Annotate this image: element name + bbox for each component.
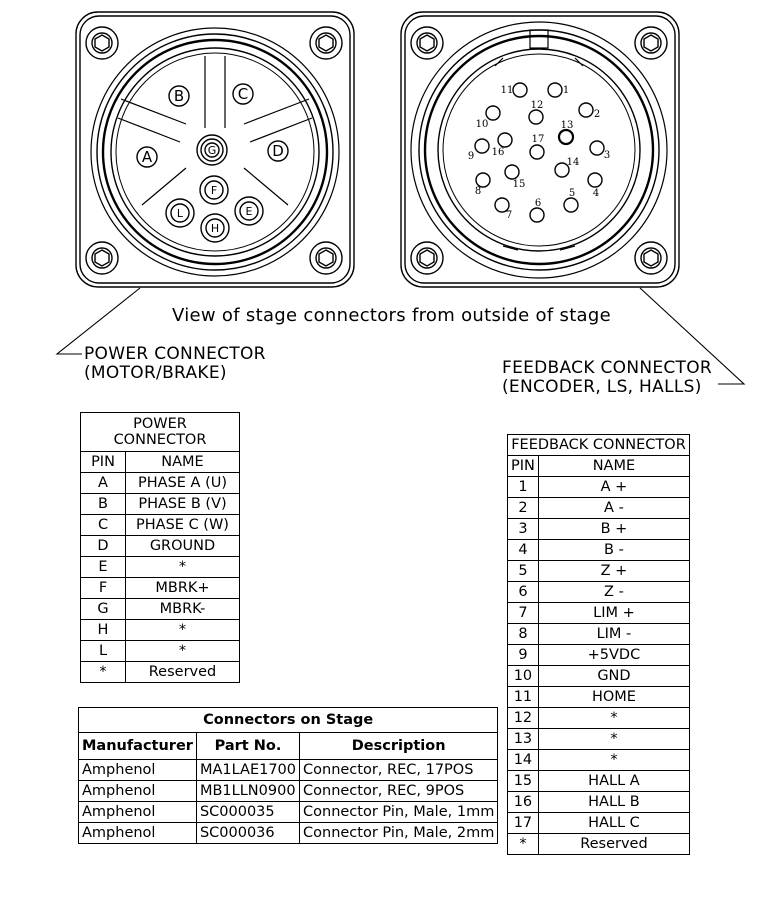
pin-cell: 12 <box>508 708 539 729</box>
name-cell: * <box>538 750 689 771</box>
feedback-pin-label: 12 <box>530 100 544 111</box>
manufacturer-cell: Amphenol <box>79 781 197 802</box>
pin-cell: 9 <box>508 645 539 666</box>
name-cell: +5VDC <box>538 645 689 666</box>
pin-cell: 3 <box>508 519 539 540</box>
feedback-connector-table <box>507 434 690 855</box>
name-cell: * <box>126 641 240 662</box>
power-callout-line2: (MOTOR/BRAKE) <box>84 363 227 383</box>
feedback-pin-label: 11 <box>500 85 514 96</box>
pin-cell: 17 <box>508 813 539 834</box>
name-cell: Reserved <box>538 834 689 855</box>
name-cell: A + <box>538 477 689 498</box>
name-cell: HALL C <box>538 813 689 834</box>
table-row <box>508 582 690 603</box>
feedback-pin-label: 7 <box>505 210 513 221</box>
feedback-connector-body <box>401 12 679 287</box>
table-row <box>81 620 240 641</box>
pin-cell: 8 <box>508 624 539 645</box>
manufacturer-cell: Amphenol <box>79 760 197 781</box>
name-cell: * <box>538 708 689 729</box>
feedback-pin-label: 9 <box>467 151 475 162</box>
table-row <box>81 578 240 599</box>
table-row <box>81 662 240 683</box>
pin-cell: 4 <box>508 540 539 561</box>
table-row <box>508 834 690 855</box>
feedback-pin-label: 6 <box>534 198 542 209</box>
power-table-header-pin: PIN <box>81 452 126 473</box>
name-cell: MBRK+ <box>126 578 240 599</box>
power-pin-label: E <box>245 205 253 218</box>
name-cell: HOME <box>538 687 689 708</box>
table-row <box>81 641 240 662</box>
pin-cell: 2 <box>508 498 539 519</box>
pin-cell: F <box>81 578 126 599</box>
table-row <box>508 624 690 645</box>
feedback-pin-label: 4 <box>592 188 600 199</box>
name-cell: GND <box>538 666 689 687</box>
pin-cell: 15 <box>508 771 539 792</box>
feedback-table-title: FEEDBACK CONNECTOR <box>508 435 690 456</box>
name-cell: HALL B <box>538 792 689 813</box>
figure-caption: View of stage connectors from outside of stage <box>172 305 611 326</box>
name-cell: PHASE C (W) <box>126 515 240 536</box>
table-row <box>508 666 690 687</box>
description-cell: Connector Pin, Male, 2mm <box>300 823 498 844</box>
table-row <box>508 708 690 729</box>
part-no-cell: MB1LLN0900 <box>196 781 299 802</box>
table-row <box>508 750 690 771</box>
pin-cell: * <box>81 662 126 683</box>
pin-cell: 10 <box>508 666 539 687</box>
name-cell: PHASE A (U) <box>126 473 240 494</box>
feedback-pin-label: 14 <box>566 157 580 168</box>
description-cell: Connector, REC, 17POS <box>300 760 498 781</box>
part-no-cell: SC000035 <box>196 802 299 823</box>
pin-cell: 13 <box>508 729 539 750</box>
pin-cell: E <box>81 557 126 578</box>
pin-cell: D <box>81 536 126 557</box>
power-pin-label: D <box>272 142 284 160</box>
pin-cell: A <box>81 473 126 494</box>
power-pin-label: G <box>207 144 217 157</box>
pin-cell: H <box>81 620 126 641</box>
power-table-title-line1: POWER <box>133 416 187 432</box>
name-cell: MBRK- <box>126 599 240 620</box>
feedback-table-header-name: NAME <box>538 456 689 477</box>
feedback-pin-label: 16 <box>491 147 505 158</box>
stage-table-header-description: Description <box>300 733 498 760</box>
feedback-table-header-pin: PIN <box>508 456 539 477</box>
power-pin-label: B <box>173 87 185 105</box>
pin-cell: 6 <box>508 582 539 603</box>
table-row <box>508 729 690 750</box>
feedback-pin-label: 1 <box>562 85 570 96</box>
pin-cell: C <box>81 515 126 536</box>
table-row <box>79 781 498 802</box>
description-cell: Connector, REC, 9POS <box>300 781 498 802</box>
table-row <box>508 519 690 540</box>
power-pin-label: H <box>210 222 220 235</box>
feedback-pin-label: 10 <box>475 119 489 130</box>
power-pin-label: A <box>141 148 153 166</box>
power-table-title <box>81 413 240 452</box>
name-cell: PHASE B (V) <box>126 494 240 515</box>
table-row <box>508 603 690 624</box>
feedback-pin-label: 3 <box>603 150 611 161</box>
feedback-pin-label: 5 <box>568 188 576 199</box>
feedback-pin-label: 8 <box>474 186 482 197</box>
table-row <box>81 557 240 578</box>
feedback-callout-line1: FEEDBACK CONNECTOR <box>502 358 713 378</box>
name-cell: GROUND <box>126 536 240 557</box>
manufacturer-cell: Amphenol <box>79 823 197 844</box>
table-row <box>508 477 690 498</box>
name-cell: * <box>538 729 689 750</box>
name-cell: B - <box>538 540 689 561</box>
table-row <box>79 760 498 781</box>
pin-cell: 1 <box>508 477 539 498</box>
connectors-on-stage-table <box>78 707 498 844</box>
pin-cell: * <box>508 834 539 855</box>
table-row <box>81 494 240 515</box>
name-cell: LIM - <box>538 624 689 645</box>
table-row <box>508 498 690 519</box>
feedback-callout-line2: (ENCODER, LS, HALLS) <box>502 377 702 397</box>
name-cell: HALL A <box>538 771 689 792</box>
pin-cell: 14 <box>508 750 539 771</box>
power-pin-label: L <box>176 207 184 220</box>
table-row <box>508 645 690 666</box>
power-callout-line1: POWER CONNECTOR <box>84 344 266 364</box>
part-no-cell: MA1LAE1700 <box>196 760 299 781</box>
table-row <box>79 823 498 844</box>
name-cell: LIM + <box>538 603 689 624</box>
table-row <box>81 473 240 494</box>
power-pin-label: F <box>210 184 218 197</box>
stage-table-title: Connectors on Stage <box>79 708 498 733</box>
name-cell: B + <box>538 519 689 540</box>
power-table-header-name: NAME <box>126 452 240 473</box>
feedback-pin-label: 13 <box>560 120 574 131</box>
table-row <box>508 540 690 561</box>
power-connector-callout <box>84 345 266 383</box>
pin-cell: 7 <box>508 603 539 624</box>
power-pin-label: C <box>237 85 249 103</box>
name-cell: * <box>126 620 240 641</box>
power-pins <box>137 84 288 242</box>
name-cell: A - <box>538 498 689 519</box>
pin-cell: 16 <box>508 792 539 813</box>
name-cell: Reserved <box>126 662 240 683</box>
feedback-pin-label: 15 <box>512 179 526 190</box>
manufacturer-cell: Amphenol <box>79 802 197 823</box>
stage-table-header-part-no: Part No. <box>196 733 299 760</box>
feedback-connector-callout <box>502 359 712 397</box>
table-row <box>81 536 240 557</box>
name-cell: Z - <box>538 582 689 603</box>
pin-cell: 5 <box>508 561 539 582</box>
pin-cell: 11 <box>508 687 539 708</box>
table-row <box>508 813 690 834</box>
table-row <box>81 515 240 536</box>
stage-table-header-manufacturer: Manufacturer <box>79 733 197 760</box>
feedback-mount-screws <box>411 27 667 274</box>
table-row <box>81 599 240 620</box>
part-no-cell: SC000036 <box>196 823 299 844</box>
name-cell: Z + <box>538 561 689 582</box>
feedback-pin-label: 17 <box>531 134 545 145</box>
description-cell: Connector Pin, Male, 1mm <box>300 802 498 823</box>
table-row <box>508 561 690 582</box>
table-row <box>79 802 498 823</box>
pin-cell: L <box>81 641 126 662</box>
table-row <box>508 687 690 708</box>
table-row <box>508 792 690 813</box>
name-cell: * <box>126 557 240 578</box>
table-row <box>508 771 690 792</box>
pin-cell: B <box>81 494 126 515</box>
pin-cell: G <box>81 599 126 620</box>
power-table-title-line2: CONNECTOR <box>113 432 207 448</box>
power-connector-table <box>80 412 240 683</box>
feedback-pin-label: 2 <box>593 109 601 120</box>
